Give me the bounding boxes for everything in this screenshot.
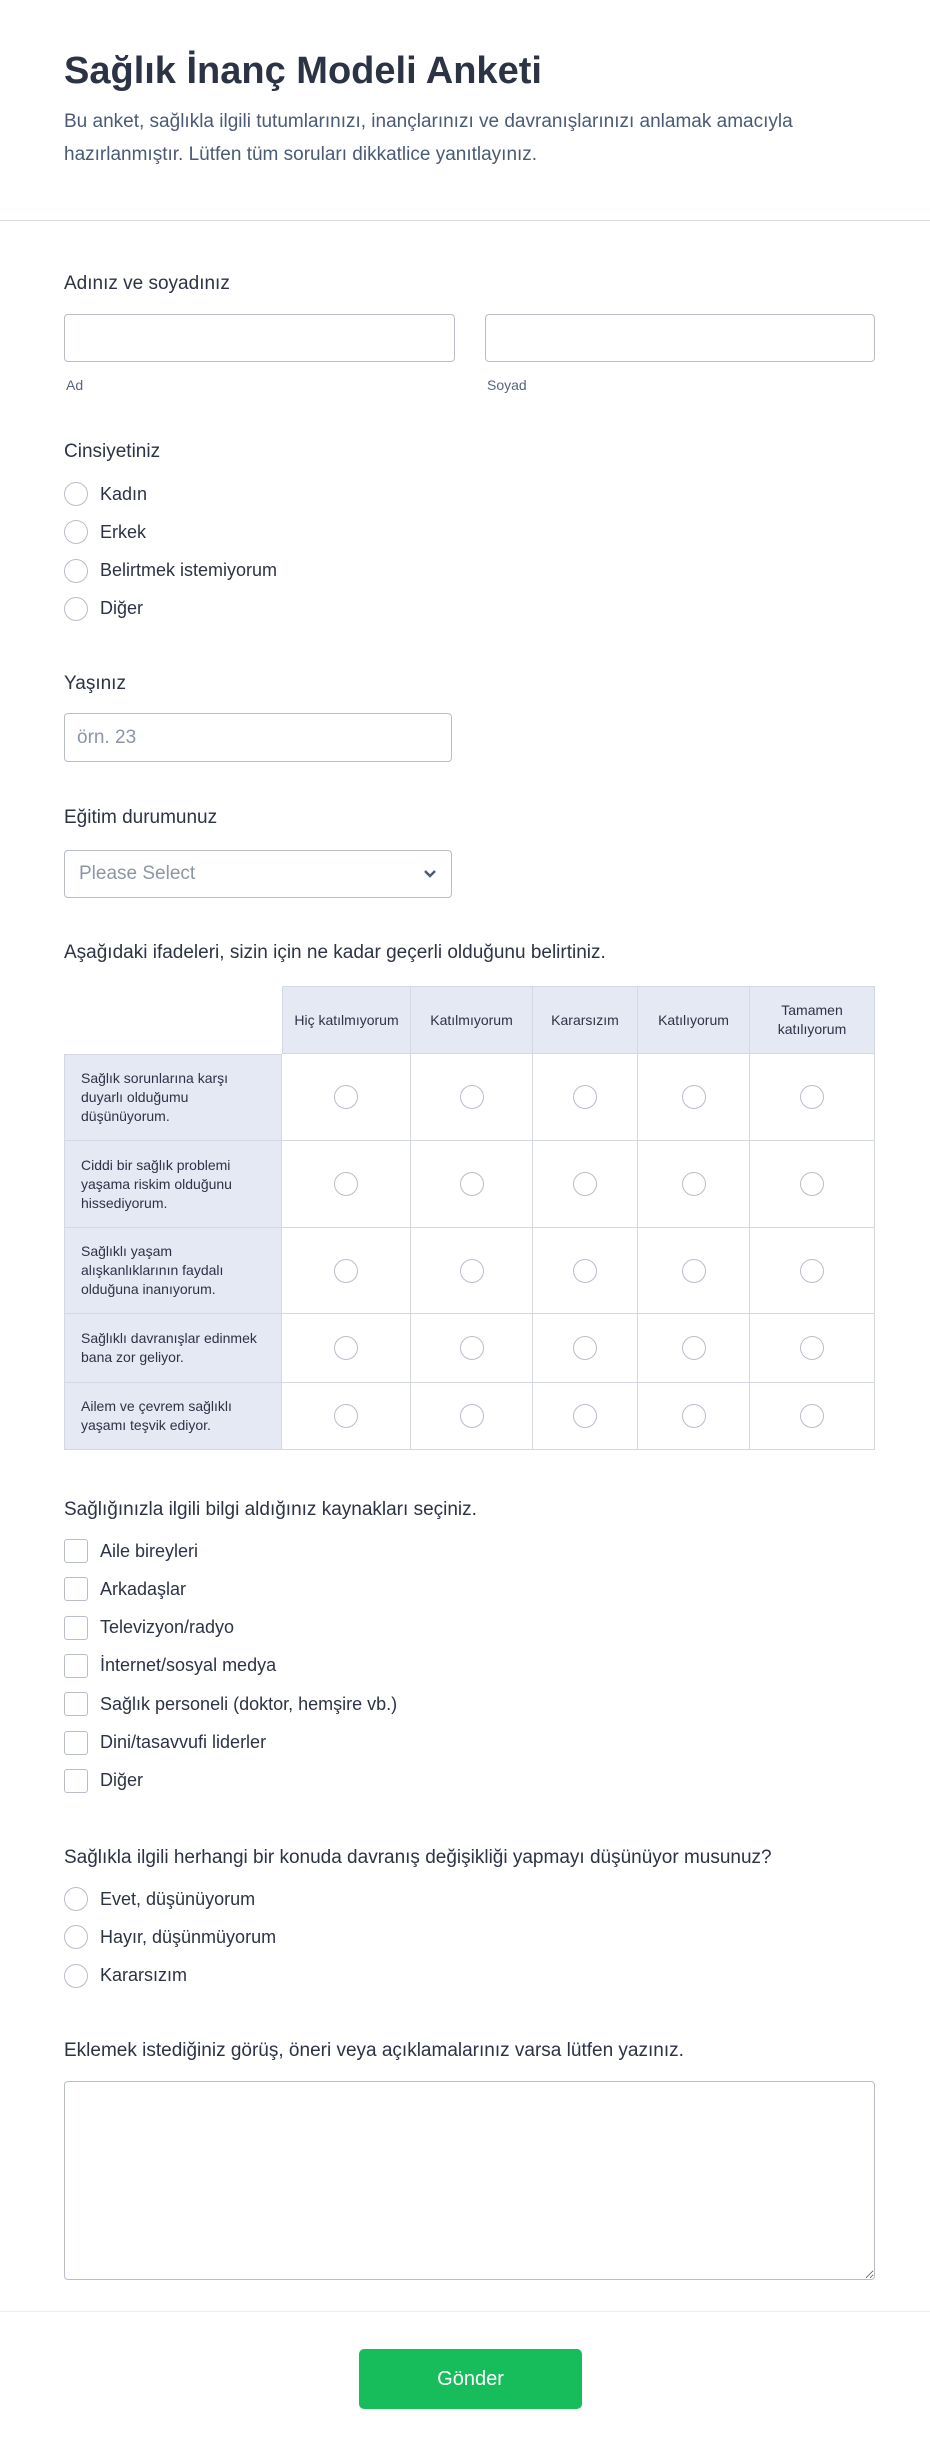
age-input[interactable] [64, 713, 452, 762]
matrix-cell [282, 1141, 411, 1228]
matrix-radio-button[interactable] [460, 1404, 484, 1428]
change-option[interactable] [64, 1924, 276, 1950]
gender-option-label: Erkek [100, 521, 147, 542]
matrix-cell [638, 1054, 750, 1141]
radio-button[interactable] [64, 1887, 88, 1911]
matrix-radio-button[interactable] [334, 1085, 358, 1109]
matrix-radio-button[interactable] [573, 1259, 597, 1283]
age-label: Yaşınız [64, 673, 126, 694]
matrix-cell [411, 1314, 533, 1383]
matrix-cell [282, 1383, 411, 1450]
matrix-column-header: Kararsızım [533, 986, 638, 1054]
matrix-radio-button[interactable] [682, 1259, 706, 1283]
sources-option[interactable] [64, 1653, 276, 1679]
matrix-row-label: Ciddi bir sağlık problemi yaşama riskim olduğunu hissediyorum. [64, 1141, 282, 1228]
gender-option[interactable] [64, 558, 277, 584]
matrix-cell [533, 1228, 638, 1314]
matrix-radio-button[interactable] [573, 1404, 597, 1428]
last-name-sublabel: Soyad [487, 377, 527, 393]
sources-option-label: Dini/tasavvufi liderler [100, 1732, 267, 1752]
matrix-cell [750, 1054, 875, 1141]
matrix-radio-button[interactable] [800, 1259, 824, 1283]
radio-button[interactable] [64, 597, 88, 621]
change-option-label: Kararsızım [100, 1965, 188, 1986]
matrix-radio-button[interactable] [682, 1172, 706, 1196]
matrix-cell [750, 1228, 875, 1314]
sources-option-label: Televizyon/radyo [100, 1617, 235, 1638]
matrix-cell [638, 1383, 750, 1450]
name-label: Adınız ve soyadınız [64, 273, 230, 294]
matrix-row-label: Sağlıklı davranışlar edinmek bana zor geliyor. [64, 1314, 282, 1383]
change-option[interactable] [64, 1886, 255, 1912]
education-select[interactable] [64, 850, 452, 898]
last-name-input[interactable] [485, 314, 875, 362]
matrix-radio-button[interactable] [800, 1336, 824, 1360]
matrix-radio-button[interactable] [800, 1085, 824, 1109]
matrix-cell [750, 1383, 875, 1450]
gender-label: Cinsiyetiniz [64, 441, 161, 462]
matrix-cell [533, 1141, 638, 1228]
matrix-cell [411, 1054, 533, 1141]
change-label: Sağlıkla ilgili herhangi bir konuda davranış değişikliği yapmayı düşünüyor musunuz? [64, 1847, 772, 1868]
page-description: Bu anket, sağlıkla ilgili tutumlarınızı, inançlarınızı ve davranışlarınızı anlamak amacıyla hazırlanmıştır. Lütfen tüm soruları dikkatlice yanıtlayınız. [64, 111, 793, 165]
checkbox[interactable] [64, 1731, 88, 1755]
matrix-cell [282, 1314, 411, 1383]
radio-button[interactable] [64, 1964, 88, 1988]
matrix-radio-button[interactable] [573, 1085, 597, 1109]
matrix-column-header: Katılıyorum [638, 986, 750, 1054]
matrix-cell [638, 1314, 750, 1383]
gender-option-label: Diğer [100, 598, 144, 619]
matrix-cell [750, 1314, 875, 1383]
radio-button[interactable] [64, 520, 88, 544]
matrix-row-label: Sağlıklı yaşam alışkanlıklarının faydalı olduğuna inanıyorum. [64, 1228, 282, 1314]
sources-option[interactable] [64, 1691, 397, 1717]
change-option-label: Evet, düşünüyorum [100, 1888, 256, 1909]
matrix-label: Aşağıdaki ifadeleri, sizin için ne kadar geçerli olduğunu belirtiniz. [64, 942, 606, 963]
sources-option[interactable] [64, 1538, 198, 1564]
sources-option-label: Sağlık personeli (doktor, hemşire vb.) [100, 1693, 398, 1714]
matrix-cell [533, 1054, 638, 1141]
radio-button[interactable] [64, 559, 88, 583]
matrix-column-header: Tamamen katılıyorum [750, 986, 875, 1054]
comments-textarea[interactable] [64, 2081, 875, 2280]
sources-label: Sağlığınızla ilgili bilgi aldığınız kaynakları seçiniz. [64, 1499, 477, 1520]
sources-option-label: İnternet/sosyal medya [100, 1655, 277, 1676]
matrix-radio-button[interactable] [682, 1404, 706, 1428]
first-name-input[interactable] [64, 314, 455, 362]
sources-option[interactable] [64, 1730, 266, 1756]
checkbox[interactable] [64, 1577, 88, 1601]
sources-option-label: Diğer [100, 1770, 144, 1791]
matrix-radio-button[interactable] [573, 1336, 597, 1360]
sources-option-label: Aile bireyleri [100, 1540, 199, 1561]
radio-button[interactable] [64, 482, 88, 506]
matrix-radio-button[interactable] [800, 1404, 824, 1428]
gender-option-label: Belirtmek istemiyorum [100, 560, 278, 581]
sources-option[interactable] [64, 1576, 186, 1602]
checkbox[interactable] [64, 1616, 88, 1640]
sources-option[interactable] [64, 1768, 143, 1794]
page-title: Sağlık İnanç Modeli Anketi [64, 50, 542, 92]
matrix-cell [533, 1383, 638, 1450]
matrix-cell [638, 1141, 750, 1228]
agreement-matrix [64, 986, 875, 1450]
matrix-radio-button[interactable] [682, 1085, 706, 1109]
matrix-cell [411, 1383, 533, 1450]
matrix-cell [411, 1141, 533, 1228]
matrix-cell [750, 1141, 875, 1228]
matrix-radio-button[interactable] [334, 1172, 358, 1196]
matrix-column-header: Katılmıyorum [411, 986, 533, 1054]
footer-divider [0, 2311, 930, 2312]
submit-button[interactable]: Gönder [359, 2349, 582, 2409]
change-option[interactable] [64, 1963, 187, 1989]
matrix-radio-button[interactable] [460, 1172, 484, 1196]
change-option-label: Hayır, düşünmüyorum [100, 1926, 277, 1947]
checkbox[interactable] [64, 1769, 88, 1793]
matrix-cell [282, 1228, 411, 1314]
matrix-column-header: Hiç katılmıyorum [282, 986, 411, 1054]
first-name-sublabel: Ad [66, 377, 84, 393]
matrix-radio-button[interactable] [334, 1336, 358, 1360]
matrix-radio-button[interactable] [334, 1404, 358, 1428]
checkbox[interactable] [64, 1654, 88, 1678]
education-label: Eğitim durumunuz [64, 807, 218, 828]
checkbox[interactable] [64, 1692, 88, 1716]
matrix-cell [533, 1314, 638, 1383]
matrix-radio-button[interactable] [460, 1085, 484, 1109]
matrix-radio-button[interactable] [682, 1336, 706, 1360]
header-divider [0, 220, 930, 221]
matrix-radio-button[interactable] [800, 1172, 824, 1196]
gender-option[interactable] [64, 519, 146, 545]
checkbox[interactable] [64, 1539, 88, 1563]
matrix-radio-button[interactable] [573, 1172, 597, 1196]
chevron-down-icon [423, 869, 437, 879]
matrix-row-label: Sağlık sorunlarına karşı duyarlı olduğumu düşünüyorum. [64, 1054, 282, 1141]
sources-option-label: Arkadaşlar [100, 1578, 187, 1599]
gender-option-label: Kadın [100, 483, 148, 504]
gender-option[interactable] [64, 481, 147, 507]
education-select-value: Please Select [79, 863, 196, 884]
comments-label: Eklemek istediğiniz görüş, öneri veya açıklamalarınız varsa lütfen yazınız. [64, 2040, 684, 2061]
matrix-cell [282, 1054, 411, 1141]
matrix-cell [638, 1228, 750, 1314]
matrix-radio-button[interactable] [460, 1336, 484, 1360]
gender-option[interactable] [64, 596, 143, 622]
matrix-cell [411, 1228, 533, 1314]
radio-button[interactable] [64, 1925, 88, 1949]
matrix-radio-button[interactable] [460, 1259, 484, 1283]
sources-option[interactable] [64, 1615, 234, 1641]
matrix-row-label: Ailem ve çevrem sağlıklı yaşamı teşvik ediyor. [64, 1383, 282, 1450]
matrix-radio-button[interactable] [334, 1259, 358, 1283]
